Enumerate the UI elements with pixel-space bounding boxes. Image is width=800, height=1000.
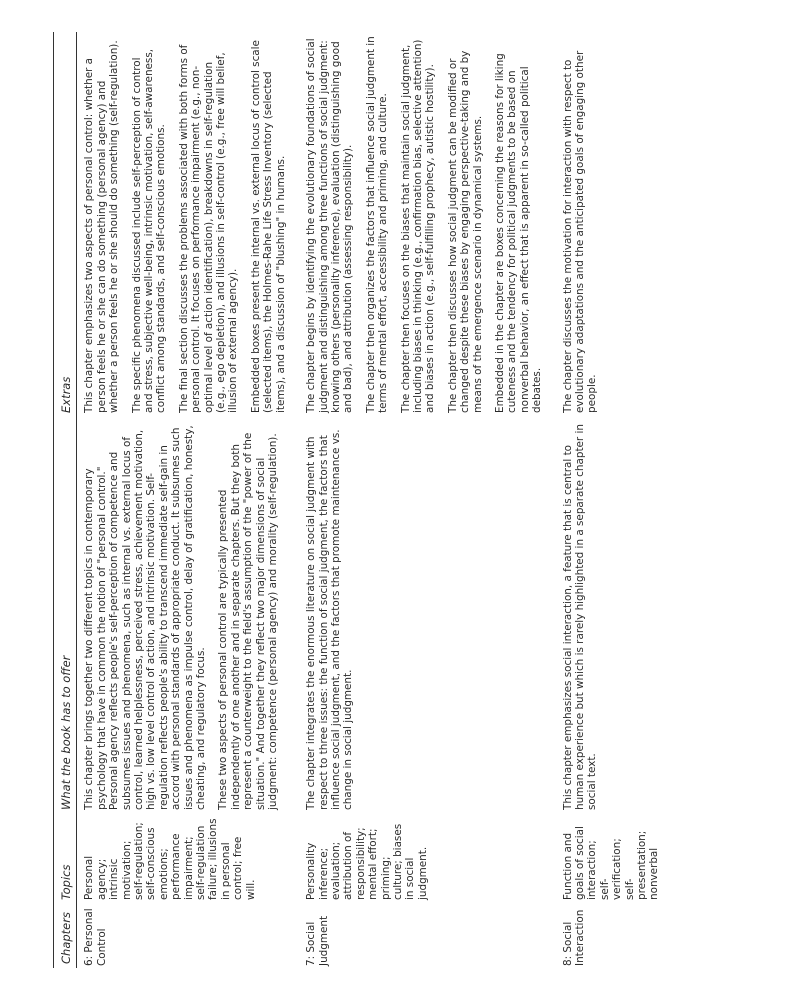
extras-cell xyxy=(556,32,663,417)
topics-cell: Personal agency; intrinsic motivation; self-regulation; self-conscious emotions; performance impairment; self-regulation failure; illusions in personal control; free will. xyxy=(83,818,257,900)
extras-paragraph: Embedded in the chapter are boxes concerning the reasons for liking cuteness and the tendency for political judgments to be based on nonverbal behavior, an effect that is apparent in so-called political debates. xyxy=(493,53,544,413)
book-overview-table xyxy=(53,32,663,968)
topics-cell: Personality inference; evaluation; attribution of responsibility; mental effort; priming; culture; biases in social judgment. xyxy=(305,823,429,900)
header-chapters: Chapters xyxy=(54,904,77,968)
extras-paragraph: The chapter then discusses how social judgment can be modified or changed despite these biases by engaging perspective-taking and by means of the emergence scenario in dynamical systems. xyxy=(446,50,484,413)
table-row-personal-control xyxy=(77,32,299,968)
extras-paragraph: The chapter discusses the motivation for interaction with respect to evolutionary adaptations and the anticipated goals of engaging other people. xyxy=(561,50,599,413)
extras-paragraph: The chapter then focuses on the biases that maintain social judgment, including biases in thinking (e.g., confirmation bias, selective attention) and biases in action (e.g., self-fulfilling prophecy, autistic hostility). xyxy=(399,39,437,413)
table-header-row xyxy=(54,32,77,968)
table-row-social-judgment xyxy=(299,32,556,968)
extras-cell xyxy=(77,32,299,417)
chapter-cell: 8: Social Interaction xyxy=(561,909,586,966)
extras-paragraph: The chapter begins by identifying the evolutionary foundations of social judgment and distinguishing among three functions of social judgment: knowing others (personality inference), evaluation (distinguishing good and bad), and attribution (assessing responsibility). xyxy=(305,38,355,413)
offer-cell xyxy=(556,417,663,814)
header-offer: What the book has to offer xyxy=(54,417,77,814)
extras-paragraph: Embedded boxes present the internal vs. external locus of control scale (selected items), the Holmes-Rahe Life Stress Inventory (selected items), and a discussion of "blushing" in humans. xyxy=(249,40,287,413)
header-extras: Extras xyxy=(54,32,77,417)
offer-paragraph: The chapter integrates the enormous literature on social judgment with respect to three issues: the function of social judgment, the factors that influence social judgment, and the factors that promote maintenance vs. change in social judgment. xyxy=(305,429,355,810)
chapter-cell: 7: Social Judgment xyxy=(305,915,330,966)
table-row-social-interaction xyxy=(556,32,663,968)
offer-paragraph: This chapter brings together two different topics in contemporary psychology that have in common the notion of "personal control." Personal agency reflects people's self-perception of competence and subsumes issues and phenomena, such as internal vs. external locus of control, learned helplessness, perceived stress, achievement motivation, high vs. low level control of action, and intrinsic motivation. Self-regulation reflects people's ability to transcend immediate self-gain in accord with personal standards of appropriate conduct. It subsumes such issues and phenomena as impulse control, delay of gratification, honesty, cheating, and regulatory focus. xyxy=(83,425,208,810)
extras-cell xyxy=(299,32,556,417)
offer-cell xyxy=(77,417,299,814)
extras-paragraph: The chapter then organizes the factors that influence social judgment in terms of mental effort, accessibility and priming, and culture. xyxy=(364,36,390,413)
offer-paragraph: This chapter emphasizes social interaction, a feature that is central to human experience but which is rarely highlighted in a separate chapter in social text. xyxy=(561,424,599,810)
offer-paragraph: These two aspects of personal control are typically presented independently of one another and in separate chapters. But they both represent a counterweight to the field's assumption of the "power of the situation." And together they reflect two major dimensions of social judgment: competence (personal agency) and morality (self-regulation). xyxy=(217,432,280,810)
extras-paragraph: The final section discusses the problems associated with both forms of personal control. It focuses on performance impairment (e.g., non-optimal level of action identification), breakdowns in self-regulation (e.g., ego depletion), and illusions in self-control (e.g., free will belief, illusion of external agency). xyxy=(177,44,240,413)
topics-cell: Function and goals of social interaction; self-verification; self-presentation; nonverbal xyxy=(561,826,661,900)
extras-paragraph: The specific phenomena discussed include self-perception of control and stress, subjective well-being, intrinsic motivation, self-awareness, conflict among standards, and self-conscious emotions. xyxy=(130,48,168,413)
offer-cell xyxy=(299,417,556,814)
header-topics: Topics xyxy=(54,814,77,904)
extras-paragraph: This chapter emphasizes two aspects of personal control: whether a person feels he or she can do something (personal agency) and whether a person feels he or she should do something (self-regulation). xyxy=(83,40,121,413)
chapter-cell: 6: Personal Control xyxy=(83,908,108,966)
